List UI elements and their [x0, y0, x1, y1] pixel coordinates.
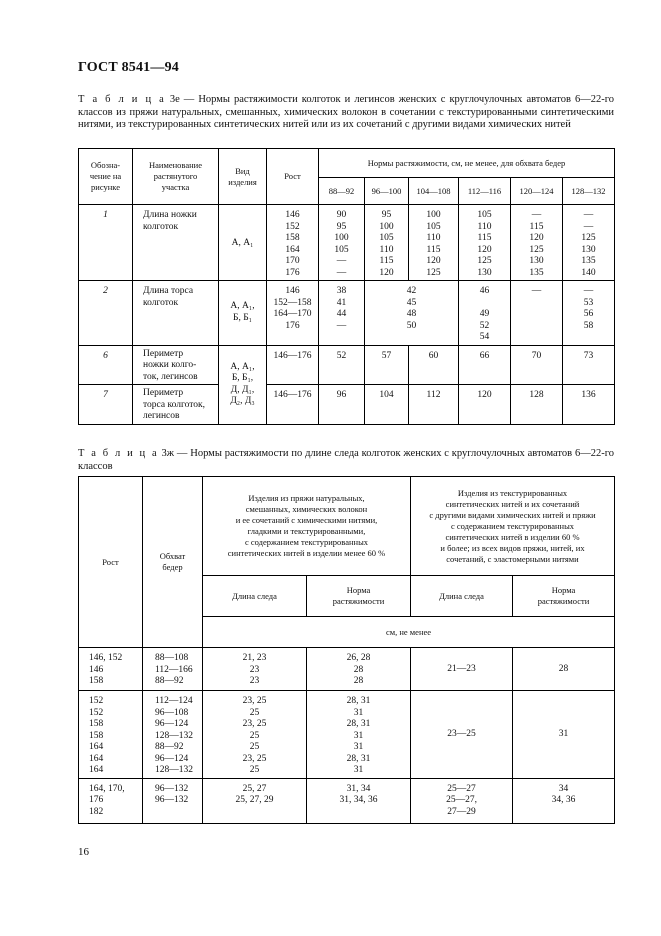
t1-row6-name: Периметр ножки колго- ток, легинсов [133, 345, 219, 385]
t2-header-foot-len-a: Длина следа [203, 576, 307, 617]
t2-header-group-b: Изделия из текстурированных синтетических нитей и их сочетаний с другими видами химических нитей и пряжи с содержанием текстурированных синтетических нитей в изделии 60 % и более; из всех видов пряжи, нитей, их сочетаний, с эластомерными нитями [411, 477, 615, 576]
table1-caption [78, 94, 614, 132]
t2-row3-foot-b: 25—27 25—27, 27—29 [411, 778, 513, 823]
t1-row1-v4: — 115 120 125 130 135 [511, 205, 563, 281]
t1-row7-name: Периметр торса колготок, легинсов [133, 385, 219, 425]
t1-header-mark: Обозна- чение на рисунке [79, 149, 133, 205]
t1-row7-mark: 7 [79, 385, 133, 425]
table2-caption-text: 3ж — Нормы растяжимости по длине следа колготок женских с круглочулочных автоматов 6—22-го классов [78, 448, 614, 472]
t1-girth-3: 112—116 [459, 178, 511, 205]
t1-row2-mark: 2 [79, 281, 133, 346]
table-3e [78, 148, 615, 425]
t1-row6-mark: 6 [79, 345, 133, 385]
t2-header-group-a: Изделия из пряжи натуральных, смешанных, химических волокон и ее сочетаний с химическими нитями, гладкими и текстурированными, с содержанием текстурированных синтетических нитей в изделии менее 60 % [203, 477, 411, 576]
t1-row2-v3: 46 49 52 54 [459, 281, 511, 346]
t1-row1-mark: 1 [79, 205, 133, 281]
t1-row1-height: 146 152 158 164 170 176 [267, 205, 319, 281]
t2-header-units: см, не менее [203, 617, 615, 648]
t1-row7-v1: 104 [365, 385, 409, 425]
t1-row2-kind: А, А₁, Б, Б₁ [219, 281, 267, 346]
t1-row6-height: 146—176 [267, 345, 319, 385]
t2-row3-foot-a: 25, 27 25, 27, 29 [203, 778, 307, 823]
t2-row2-stretch-b: 31 [513, 691, 615, 779]
t1-row7-v0: 96 [319, 385, 365, 425]
t2-row1-height: 146, 152 146 158 [79, 648, 143, 691]
t1-row1-v0: 90 95 100 105 — — [319, 205, 365, 281]
t1-row2-v5: — 53 56 58 [563, 281, 615, 346]
t1-girth-5: 128—132 [563, 178, 615, 205]
table1-caption-text: 3е — Нормы растяжимости колготок и легинсов женских с круглочулочных автоматов 6—22-го классов из пряжи натуральных, смешанных, химических волокон в сочетании с текстурированными синтетическими нитями, из текстурированных синтетических нитей или из их сочетаний с другими видами химических нитей [78, 94, 614, 130]
table1-caption-label: Т а б л и ц а [78, 94, 166, 105]
t1-row7-v3: 120 [459, 385, 511, 425]
t1-row2-height: 146 152—158 164—170 176 [267, 281, 319, 346]
t1-row1-kind: А, А₁ [219, 205, 267, 281]
t2-row3-stretch-b: 34 34, 36 [513, 778, 615, 823]
t1-row1-v2: 100 105 110 115 120 125 [409, 205, 459, 281]
table2-caption [78, 448, 614, 473]
t1-row6-kind: А, А₁, Б, Б₁, Д, Д₁, Д₂, Д₃ [219, 345, 267, 424]
t1-girth-4: 120—124 [511, 178, 563, 205]
t1-row6-v4: 70 [511, 345, 563, 385]
t1-row6-v3: 66 [459, 345, 511, 385]
t2-row3-girth: 96—132 96—132 [143, 778, 203, 823]
t1-row6-v2: 60 [409, 345, 459, 385]
t2-row2-girth: 112—124 96—108 96—124 128—132 88—92 96—124 128—132 [143, 691, 203, 779]
t1-header-height: Рост [267, 149, 319, 205]
t2-header-foot-len-b: Длина следа [411, 576, 513, 617]
document-header: ГОСТ 8541—94 [78, 60, 179, 75]
t1-row6-v0: 52 [319, 345, 365, 385]
table2-caption-label: Т а б л и ц а [78, 448, 159, 459]
t2-row1-foot-b: 21—23 [411, 648, 513, 691]
t1-row6-v1: 57 [365, 345, 409, 385]
t2-row1-stretch-a: 26, 28 28 28 [307, 648, 411, 691]
t2-row2-stretch-a: 28, 31 31 28, 31 31 31 28, 31 31 [307, 691, 411, 779]
t1-header-group: Нормы растяжимости, см, не менее, для обхвата бедер [319, 149, 615, 178]
t1-header-name: Наименование растянутого участка [133, 149, 219, 205]
t2-row2-foot-a: 23, 25 25 23, 25 25 25 23, 25 25 [203, 691, 307, 779]
t1-row6-v5: 73 [563, 345, 615, 385]
t1-row7-height: 146—176 [267, 385, 319, 425]
t1-girth-0: 88—92 [319, 178, 365, 205]
t1-header-kind: Вид изделия [219, 149, 267, 205]
t1-row7-v2: 112 [409, 385, 459, 425]
t1-girth-1: 96—100 [365, 178, 409, 205]
t2-row3-stretch-a: 31, 34 31, 34, 36 [307, 778, 411, 823]
t2-row2-foot-b: 23—25 [411, 691, 513, 779]
t1-row1-v3: 105 110 115 120 125 130 [459, 205, 511, 281]
t1-row2-name: Длина торса колготок [133, 281, 219, 346]
t1-row2-v0: 38 41 44 — [319, 281, 365, 346]
t2-header-height: Рост [79, 477, 143, 648]
t1-row1-v5: — — 125 130 135 140 [563, 205, 615, 281]
t1-row1-v1: 95 100 105 110 115 120 [365, 205, 409, 281]
t2-row1-girth: 88—108 112—166 88—92 [143, 648, 203, 691]
t2-header-stretch-a: Норма растяжимости [307, 576, 411, 617]
t1-row1-name: Длина ножки колготок [133, 205, 219, 281]
t2-header-girth: Обхват бедер [143, 477, 203, 648]
table-3zh [78, 476, 615, 824]
t2-row2-height: 152 152 158 158 164 164 164 [79, 691, 143, 779]
t2-row1-stretch-b: 28 [513, 648, 615, 691]
t2-row1-foot-a: 21, 23 23 23 [203, 648, 307, 691]
t1-row7-v5: 136 [563, 385, 615, 425]
t1-row7-v4: 128 [511, 385, 563, 425]
t1-row2-v4: — [511, 281, 563, 346]
t2-header-stretch-b: Норма растяжимости [513, 576, 615, 617]
t1-row2-v1: 42 45 48 50 [365, 281, 459, 346]
page-number: 16 [78, 846, 89, 858]
t2-row3-height: 164, 170, 176 182 [79, 778, 143, 823]
t1-girth-2: 104—108 [409, 178, 459, 205]
